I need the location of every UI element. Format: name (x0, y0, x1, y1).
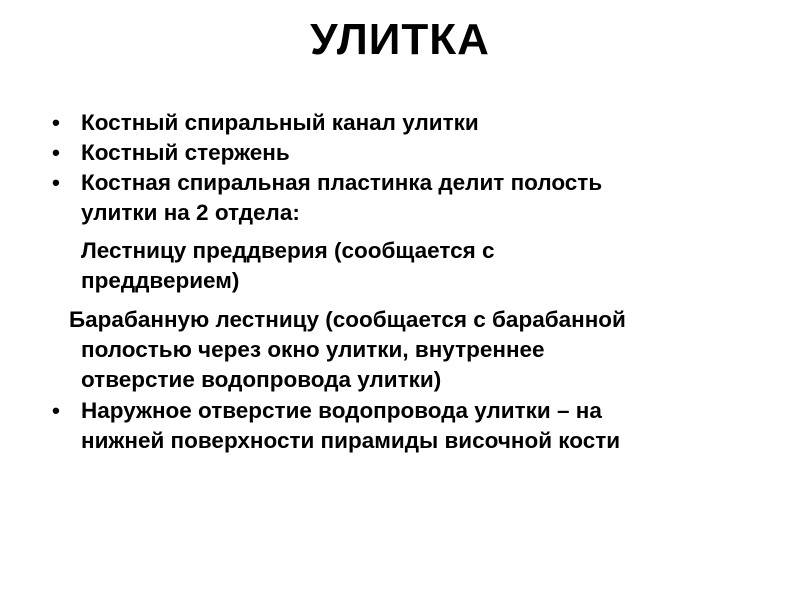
slide-body (48, 108, 748, 456)
item-line: Костный спиральный канал улитки (81, 110, 479, 135)
item-line: улитки на 2 отдела: (81, 200, 300, 225)
item-line: полостью через окно улитки, внутреннее (81, 337, 545, 362)
bullet-marker: • (52, 110, 60, 135)
slide-title: УЛИТКА (310, 15, 490, 64)
bullet-item (48, 396, 748, 456)
item-line: преддверием) (81, 268, 240, 293)
bullet-marker: • (52, 398, 60, 423)
item-line: Костный стержень (81, 140, 290, 165)
item-line: Наружное отверстие водопровода улитки – на (81, 398, 602, 423)
bullet-item (48, 138, 748, 168)
item-line: отверстие водопровода улитки) (81, 367, 442, 392)
bullet-marker: • (52, 170, 60, 195)
sub-paragraph (48, 236, 748, 296)
item-line: нижней поверхности пирамиды височной кости (81, 428, 621, 453)
bullet-marker: • (52, 140, 60, 165)
bullet-item (48, 168, 748, 228)
sub-paragraph (48, 305, 748, 395)
item-line: Костная спиральная пластинка делит полость (81, 170, 603, 195)
item-line: Барабанную лестницу (сообщается с барабанной (69, 307, 626, 332)
bullet-item (48, 108, 748, 138)
item-line: Лестницу преддверия (сообщается с (81, 238, 495, 263)
